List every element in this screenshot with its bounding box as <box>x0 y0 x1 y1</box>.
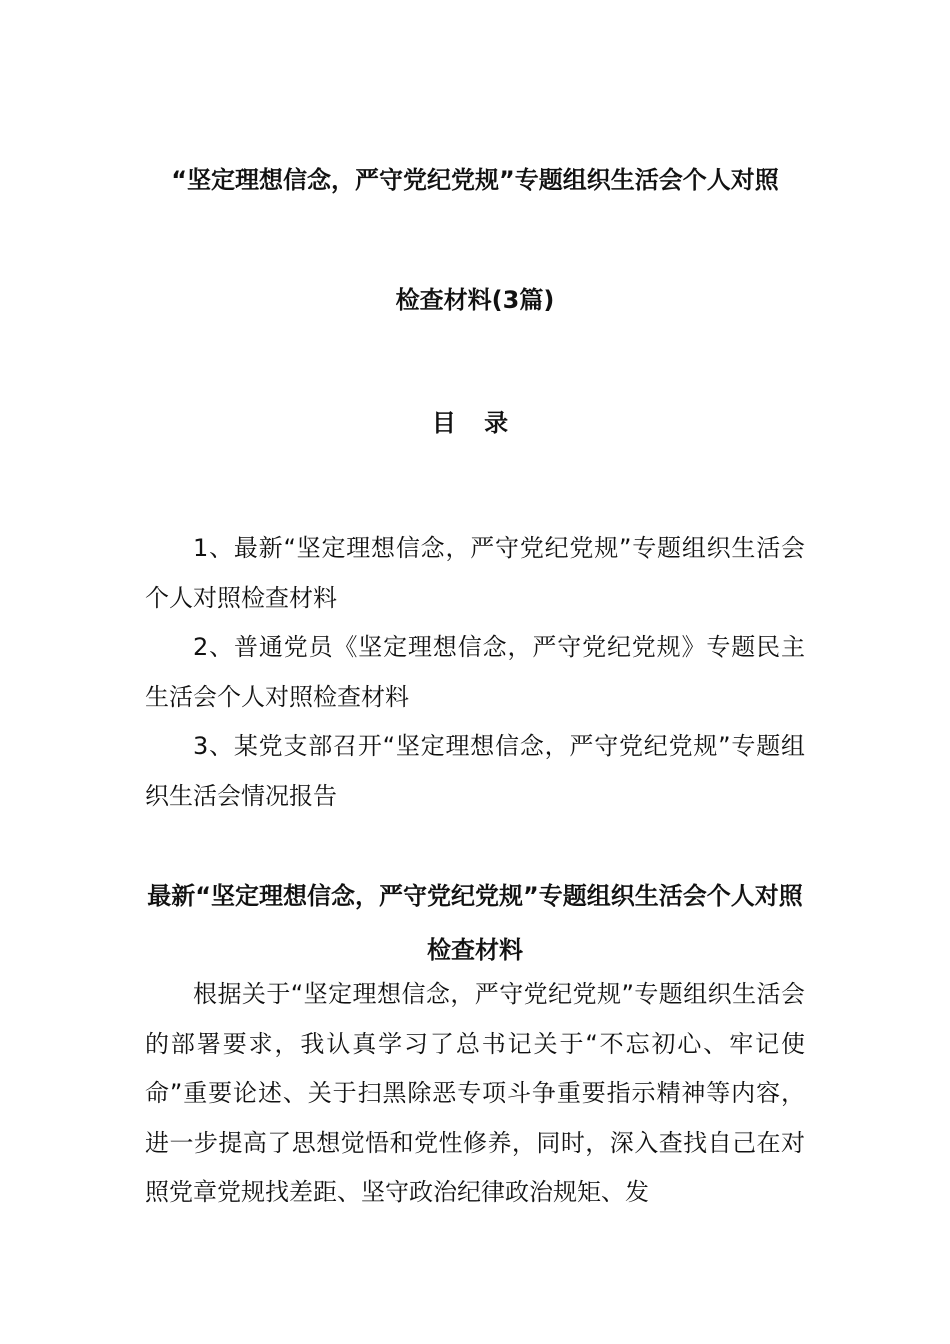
document-title-line-2: 检查材料(3篇) <box>395 286 555 314</box>
toc-item-1: 1、最新“坚定理想信念，严守党纪党规”专题组织生活会个人对照检查材料 <box>145 534 805 612</box>
body-paragraph: 根据关于“坚定理想信念，严守党纪党规”专题组织生活会的部署要求，我认真学习了总书记关于“不忘初心、牢记使命”重要论述、关于扫黑除恶专项斗争重要指示精神等内容，进一步提高了思想觉悟和党性修养，同时，深入查找自己在对照党章党规找差距、坚守政治纪律政治规矩、发 <box>145 980 805 1206</box>
toc-item-3: 3、某党支部召开“坚定理想信念，严守党纪党规”专题组织生活会情况报告 <box>145 732 805 810</box>
section-title: 最新“坚定理想信念，严守党纪党规”专题组织生活会个人对照检查材料 <box>147 882 803 964</box>
document-title-line-1: “坚定理想信念，严守党纪党规”专题组织生活会个人对照 <box>171 166 779 194</box>
toc-item-2: 2、普通党员《坚定理想信念，严守党纪党规》专题民主生活会个人对照检查材料 <box>145 633 805 711</box>
toc-heading: 目 录 <box>431 409 519 437</box>
table-of-contents <box>145 524 805 821</box>
